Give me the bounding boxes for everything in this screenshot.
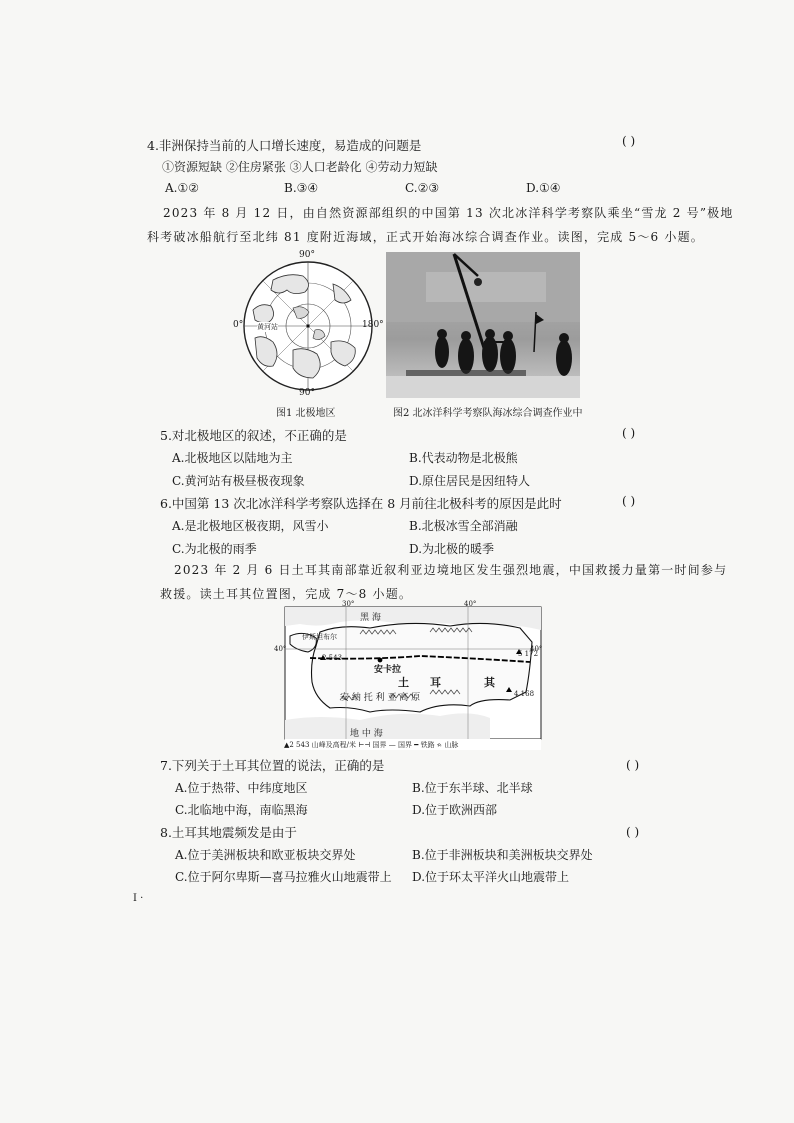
arctic-label-90-top: 90° [299, 250, 315, 260]
q8-option-d: D.位于环太平洋火山地震带上 [412, 870, 570, 884]
q5-stem: 5.对北极地区的叙述，不正确的是 [160, 428, 347, 443]
q4-answer-paren: ( ) [622, 134, 636, 148]
turkey-label-peak2: 5 172 [518, 650, 539, 658]
q5-option-a: A.北极地区以陆地为主 [172, 451, 293, 465]
turkey-label-lon30: 30° [342, 600, 355, 608]
turkey-label-country-1: 土 [398, 676, 409, 689]
turkey-label-lon40: 40° [464, 600, 477, 608]
q6-stem: 6.中国第 13 次北冰洋科学考察队选择在 8 月前往北极科考的原因是此时 [160, 496, 562, 511]
figure-ice-survey-photo [386, 252, 580, 398]
turkey-map-svg [280, 602, 546, 750]
fig1-caption: 图1 北极地区 [276, 408, 336, 419]
q8-stem: 8.土耳其地震频发是由于 [160, 825, 297, 840]
q4-option-b: B.③④ [284, 181, 319, 195]
arctic-map-svg [233, 250, 383, 400]
turkey-label-country-3: 其 [484, 676, 495, 689]
passage2-line2: 救援。读土耳其位置图，完成 7～8 小题。 [160, 587, 413, 601]
turkey-label-istanbul: 伊斯坦布尔 [302, 633, 337, 641]
turkey-label-peak3: 4 168 [514, 690, 535, 698]
arctic-label-180: 180° [362, 320, 384, 330]
arctic-label-station: 黄河站 [257, 323, 278, 331]
turkey-label-lat40-left: 40° [274, 645, 287, 653]
q5-option-c: C.黄河站有极昼极夜现象 [172, 474, 305, 488]
q6-option-d: D.为北极的暖季 [409, 542, 495, 556]
q6-option-a: A.是北极地区极夜期，风雪小 [172, 519, 329, 533]
arctic-label-0: 0° [233, 320, 244, 330]
q7-answer-paren: ( ) [626, 758, 640, 772]
arctic-label-90-bottom: 90° [299, 388, 315, 398]
q6-option-b: B.北极冰雪全部消融 [409, 519, 518, 533]
turkey-label-lat40-right: 40° [530, 645, 543, 653]
q5-answer-paren: ( ) [622, 426, 636, 440]
fig2-caption: 图2 北冰洋科学考察队海冰综合调查作业中 [393, 408, 583, 419]
q5-option-b: B.代表动物是北极熊 [409, 451, 518, 465]
q7-option-d: D.位于欧洲西部 [412, 803, 498, 817]
passage1-line2: 科考破冰船航行至北纬 81 度附近海域，正式开始海冰综合调查作业。读图，完成 5～6 小题。 [147, 230, 705, 244]
q6-answer-paren: ( ) [622, 494, 636, 508]
turkey-label-mediterranean: 地 中 海 [350, 729, 383, 739]
q7-stem: 7.下列关于土耳其位置的说法，正确的是 [160, 758, 385, 773]
q8-answer-paren: ( ) [626, 825, 640, 839]
q4-option-a: A.①② [165, 181, 199, 195]
q8-option-a: A.位于美洲板块和欧亚板块交界处 [175, 848, 356, 862]
q8-option-b: B.位于非洲板块和美洲板块交界处 [412, 848, 593, 862]
q4-option-c: C.②③ [405, 181, 440, 195]
q5-option-d: D.原住居民是因纽特人 [409, 474, 531, 488]
q4-option-d: D.①④ [526, 181, 561, 195]
turkey-label-peak1: 2 543 [322, 654, 343, 662]
passage1-line1: 2023 年 8 月 12 日，由自然资源部组织的中国第 13 次北冰洋科学考察队乘坐“雪龙 2 号”极地 [163, 206, 734, 220]
q7-option-a: A.位于热带、中纬度地区 [175, 781, 308, 795]
q6-option-c: C.为北极的雨季 [172, 542, 257, 556]
q4-items: ①资源短缺 ②住房紧张 ③人口老龄化 ④劳动力短缺 [162, 160, 438, 174]
figure-arctic-map [233, 250, 383, 400]
photo-svg [386, 252, 580, 398]
turkey-label-black-sea: 黑 海 [360, 613, 381, 623]
turkey-map-legend: ▲2 543 山峰及高程/米 ⊢⊣ 国界 — 国界 ━ 铁路 ᨑ 山脉 [284, 741, 459, 749]
q4-stem: 4.非洲保持当前的人口增长速度，易造成的问题是 [147, 138, 422, 153]
q7-option-c: C.北临地中海，南临黑海 [175, 803, 308, 817]
q8-option-c: C.位于阿尔卑斯—喜马拉雅火山地震带上 [175, 870, 392, 884]
turkey-label-country-2: 耳 [430, 676, 441, 689]
passage2-line1: 2023 年 2 月 6 日土耳其南部靠近叙利亚边境地区发生强烈地震，中国救援力量第一时间参与 [174, 563, 728, 577]
turkey-label-plateau: 安 纳 托 利 亚 高 原 [340, 693, 421, 703]
q7-option-b: B.位于东半球、北半球 [412, 781, 533, 795]
turkey-label-ankara: 安卡拉 [374, 665, 402, 675]
page-footer-mark: I · [133, 893, 144, 904]
figure-turkey-map [274, 600, 546, 750]
